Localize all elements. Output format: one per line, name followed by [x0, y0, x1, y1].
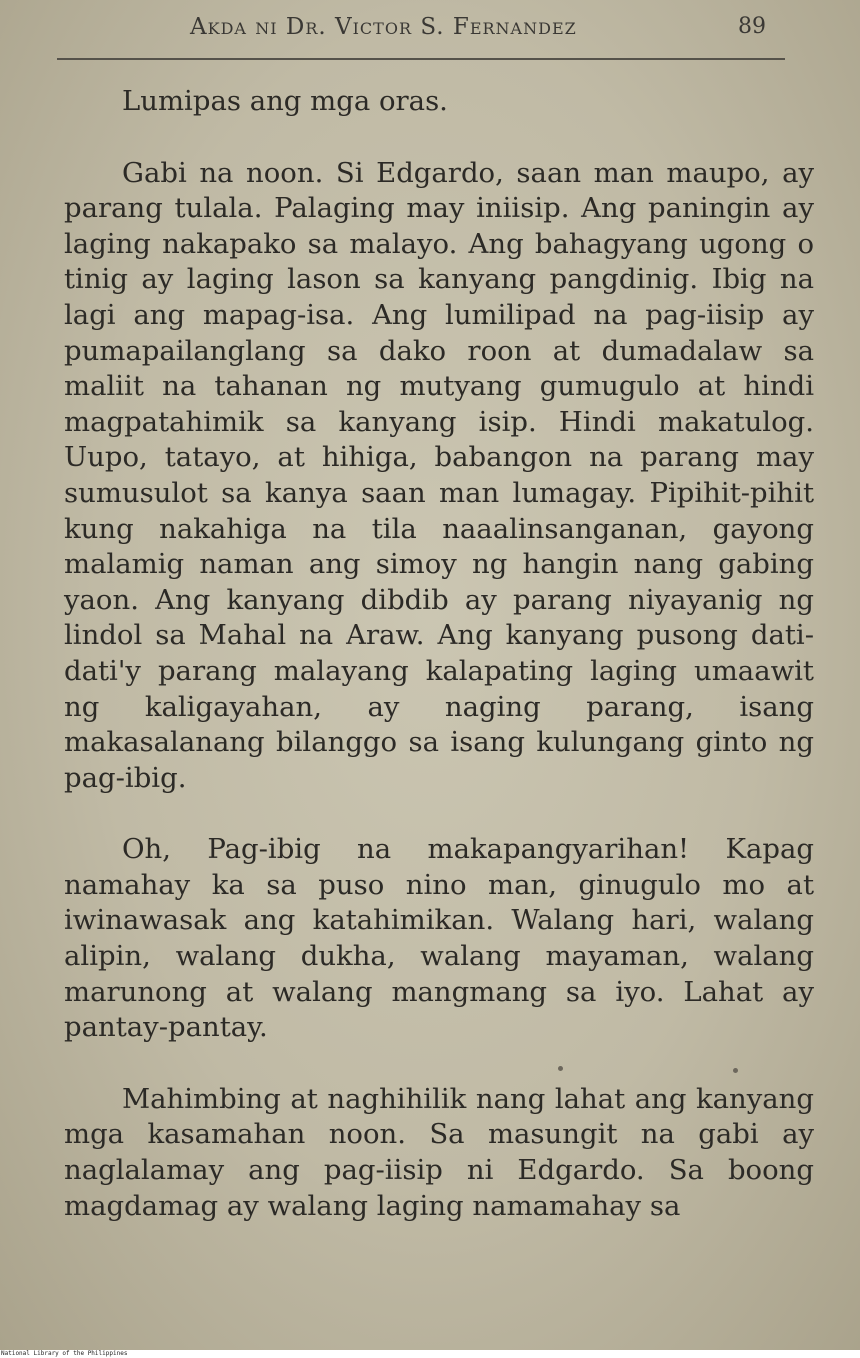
running-head: Akda ni Dr. Victor S. Fernandez: [190, 14, 577, 40]
print-speck: [733, 1068, 738, 1073]
scan-credit: National Library of the Philippines: [0, 1350, 860, 1358]
paragraph-2: Gabi na noon. Si Edgardo, saan man maupo, ay parang tulala. Palaging may iniisip. Ang paningin ay laging nakapako sa malayo. Ang bahagyang ugong o tinig ay laging lason sa kanyang pangdinig. Ibig na lagi ang mapag-isa. Ang lumilipad na pag-iisip ay pumapailanglang sa dako roon at dumadalaw sa maliit na tahanan ng mutyang gumugulo at hindi magpatahimik sa kanyang isip. Hindi makatulog. Uupo, tatayo, at hihiga, babangon na parang may sumusulot sa kanya saan man lumagay. Pipihit-pihit kung nakahiga na tila naaalinsanganan, gayong malamig naman ang simoy ng hangin nang gabing yaon. Ang kanyang dibdib ay parang niyayanig ng lindol sa Mahal na Araw. Ang kanyang pusong dati-dati'y parang malayang kalapating laging umaawit ng kaligayahan, ay naging parang, isang makasalanang bilanggo sa isang kulungang ginto ng pag-ibig.: [64, 156, 814, 794]
paragraph-3: Oh, Pag-ibig na makapangyarihan! Kapag namahay ka sa puso nino man, ginugulo mo at iwinawasak ang katahimikan. Walang hari, walang alipin, walang dukha, walang mayaman, walang marunong at walang mangmang sa iyo. Lahat ay pantay-pantay.: [64, 833, 814, 1044]
paragraph-1: Lumipas ang mga oras.: [122, 85, 448, 117]
page-number: 89: [738, 14, 766, 39]
print-speck: [558, 1066, 563, 1071]
header-divider: [57, 58, 785, 60]
paragraph-4: Mahimbing at naghihilik nang lahat ang kanyang mga kasamahan noon. Sa masungit na gabi ay naglalamay ang pag-iisip ni Edgardo. Sa boong magdamag ay walang laging namamahay sa: [64, 1082, 814, 1222]
page-body: [64, 84, 814, 1224]
